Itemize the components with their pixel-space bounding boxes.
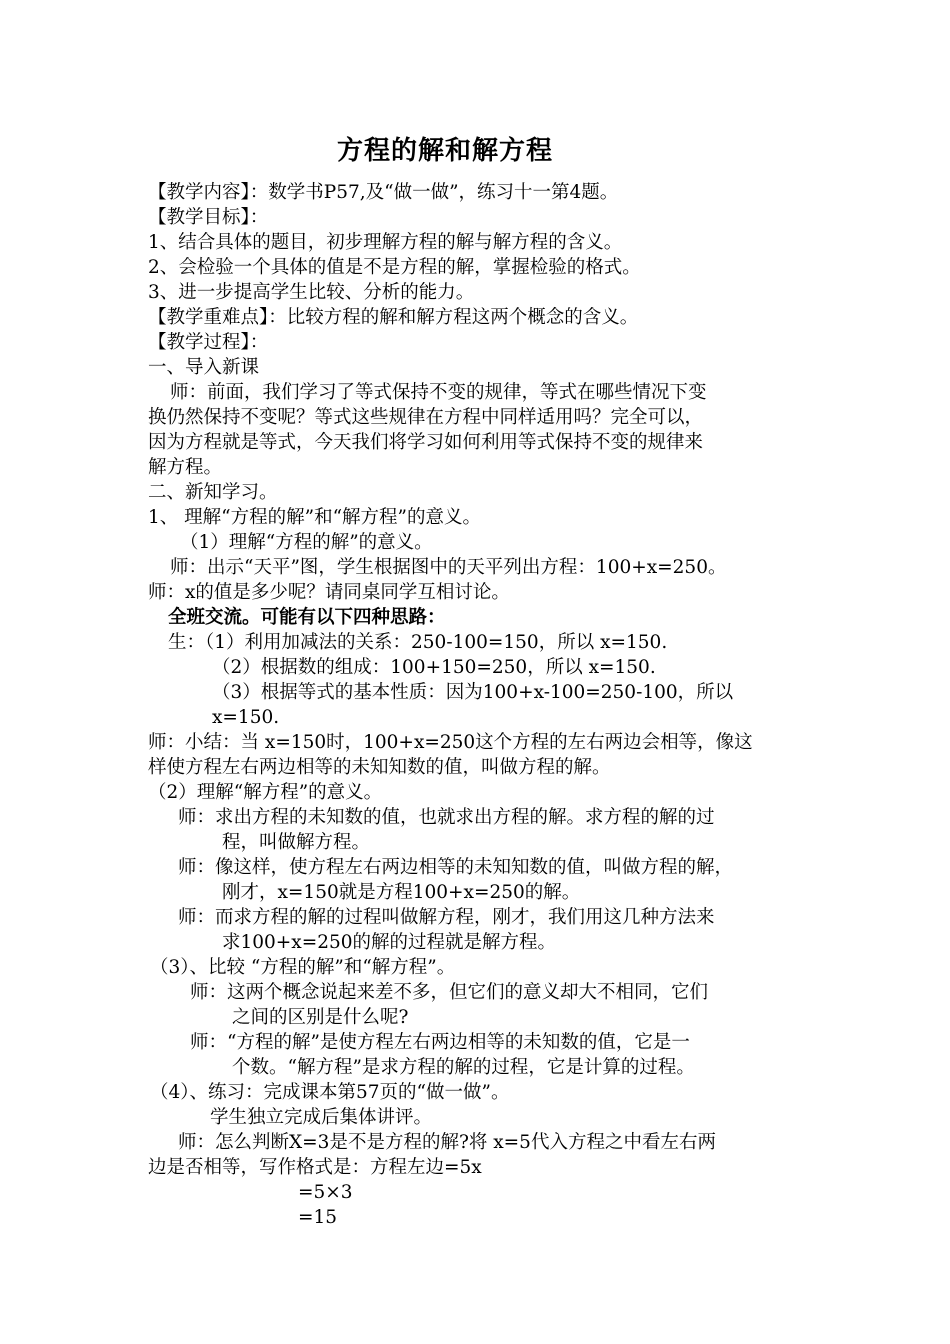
text-line: 程，叫做解方程。 bbox=[222, 832, 371, 853]
text-line: 【教学过程】： bbox=[148, 332, 269, 353]
text-line: 【教学重难点】：比较方程的解和解方程这两个概念的含义。 bbox=[148, 307, 639, 328]
text-line: 【教学目标】： bbox=[148, 207, 269, 228]
text-line: 二、新知学习。 bbox=[148, 482, 278, 503]
text-line: 之间的区别是什么呢? bbox=[232, 1007, 409, 1028]
text-line: 刚才，x=150就是方程100+x=250的解。 bbox=[222, 882, 581, 903]
text-line: 师：怎么判断X=3是不是方程的解?将 x=5代入方程之中看左右两 bbox=[178, 1132, 716, 1153]
text-line: 师：前面，我们学习了等式保持不变的规律，等式在哪些情况下变 bbox=[170, 382, 707, 403]
text-line: 解方程。 bbox=[148, 457, 223, 478]
text-line: （2）根据数的组成：100+150=250，所以 x=150. bbox=[212, 657, 656, 678]
text-line: 因为方程就是等式，今天我们将学习如何利用等式保持不变的规律来 bbox=[148, 432, 704, 453]
text-line: 个数。“解方程”是求方程的解的过程，它是计算的过程。 bbox=[232, 1057, 695, 1078]
text-line: 师：像这样，使方程左右两边相等的未知知数的值，叫做方程的解， bbox=[178, 857, 734, 878]
text-line: 师：这两个概念说起来差不多，但它们的意义却大不相同，它们 bbox=[190, 982, 709, 1003]
text-line: 1、结合具体的题目，初步理解方程的解与解方程的含义。 bbox=[148, 232, 623, 253]
text-line: 师：求出方程的未知数的值，也就求出方程的解。求方程的解的过 bbox=[178, 807, 715, 828]
text-line: 2、会检验一个具体的值是不是方程的解，掌握检验的格式。 bbox=[148, 257, 641, 278]
text-line: =5×3 bbox=[298, 1182, 353, 1203]
text-line: （1）理解“方程的解”的意义。 bbox=[180, 532, 433, 553]
text-line: 师：出示“天平”图，学生根据图中的天平列出方程：100+x=250。 bbox=[170, 557, 727, 578]
text-line: （4）、练习：完成课本第57页的“做一做”。 bbox=[150, 1082, 510, 1103]
text-line: 全班交流。可能有以下四种思路： bbox=[168, 607, 446, 628]
text-line: （3）、比较 “方程的解”和“解方程”。 bbox=[150, 957, 456, 978]
text-line: 师：x的值是多少呢？请同桌同学互相讨论。 bbox=[148, 582, 510, 603]
text-line: 生：（1）利用加减法的关系：250-100=150，所以 x=150. bbox=[168, 632, 668, 653]
document-title: 方程的解和解方程 bbox=[336, 136, 553, 166]
text-line: （2）理解“解方程”的意义。 bbox=[148, 782, 383, 803]
text-line: （3）根据等式的基本性质：因为100+x-100=250-100，所以 bbox=[212, 682, 734, 703]
text-line: 3、进一步提高学生比较、分析的能力。 bbox=[148, 282, 475, 303]
text-line: 师：小结：当 x=150时，100+x=250这个方程的左右两边会相等，像这 bbox=[148, 732, 753, 753]
text-line: 边是否相等，写作格式是：方程左边=5x bbox=[148, 1157, 482, 1178]
text-line: 求100+x=250的解的过程就是解方程。 bbox=[222, 932, 557, 953]
text-line: 换仍然保持不变呢？等式这些规律在方程中同样适用吗？完全可以， bbox=[148, 407, 704, 428]
text-line: 样使方程左右两边相等的未知知数的值，叫做方程的解。 bbox=[148, 757, 611, 778]
text-line: 【教学内容】：数学书P57,及“做一做”，练习十一第4题。 bbox=[148, 182, 619, 203]
text-line: 一、导入新课 bbox=[148, 357, 260, 378]
text-line: 学生独立完成后集体讲评。 bbox=[210, 1107, 433, 1128]
text-line: x=150. bbox=[212, 707, 280, 728]
text-line: 师：而求方程的解的过程叫做解方程，刚才，我们用这几种方法来 bbox=[178, 907, 715, 928]
text-line: 1、 理解“方程的解”和“解方程”的意义。 bbox=[148, 507, 481, 528]
text-line: =15 bbox=[298, 1207, 338, 1228]
text-line: 师：“方程的解”是使方程左右两边相等的未知数的值，它是一 bbox=[190, 1032, 690, 1053]
